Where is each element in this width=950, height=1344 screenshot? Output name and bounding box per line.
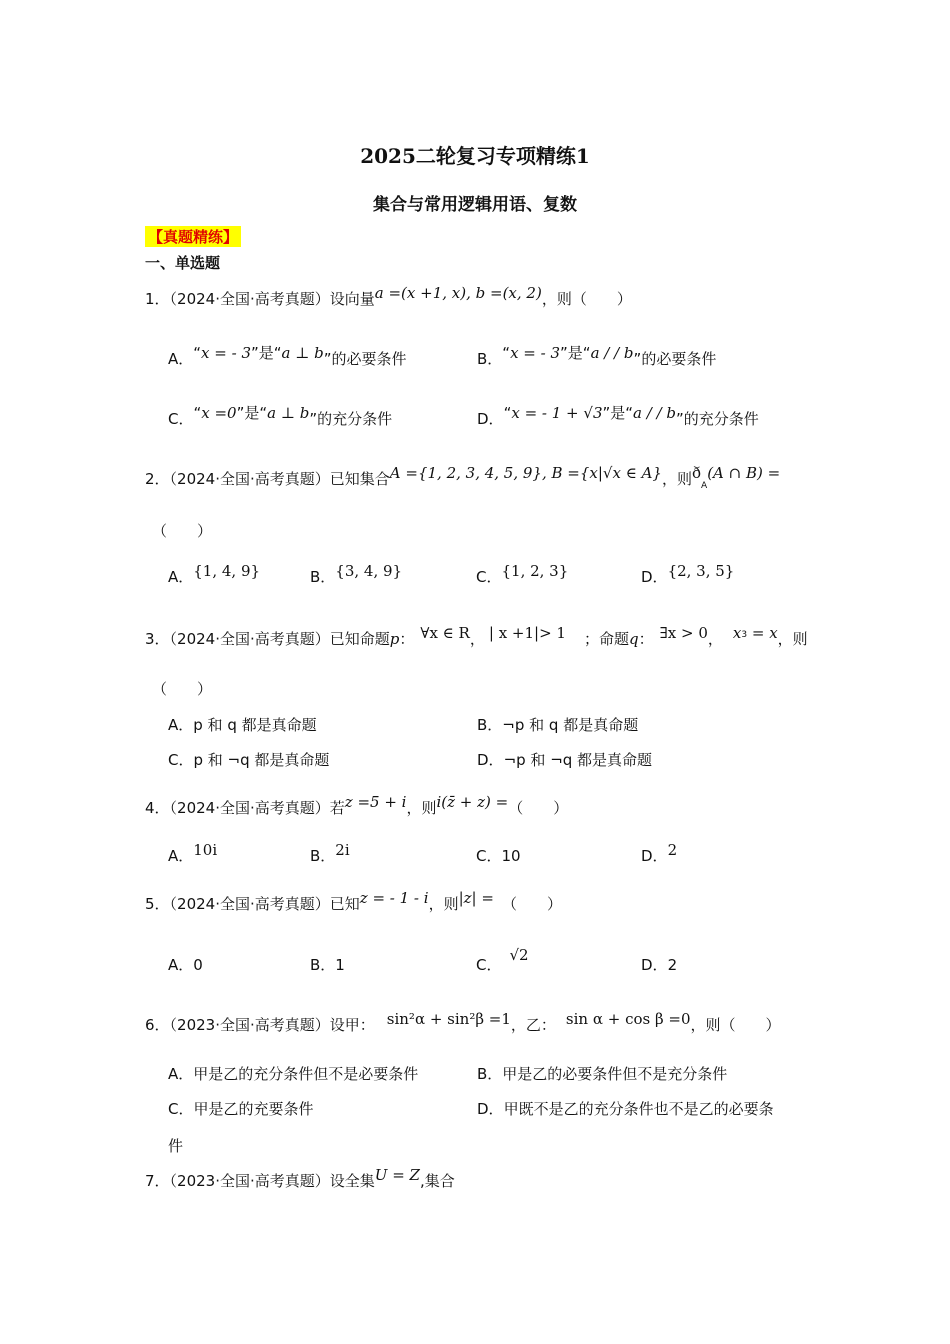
question-4-option-a (168, 841, 218, 866)
question-2-option-d (641, 562, 735, 587)
question-source: （2023·全国·高考真题） (169, 1172, 330, 1190)
stem-text: ： (638, 630, 654, 648)
option-text: p 和 ¬q 都是真命题 (193, 751, 330, 769)
option-math: 2 (667, 841, 678, 859)
question-5-option-d (641, 954, 677, 975)
question-number: 4． (145, 799, 170, 817)
question-4-option-c (476, 845, 521, 866)
option-text: ”是“ (236, 404, 268, 422)
stem-text: 设全集 (329, 1172, 375, 1190)
option-label: A． (168, 1065, 194, 1083)
stem-math: (A ∩ B) = (707, 464, 781, 482)
option-math: 10i (193, 841, 218, 859)
stem-text: 设甲： (329, 1016, 375, 1034)
quote: “ (503, 404, 512, 422)
question-4-option-d (641, 841, 678, 866)
stem-text: 已知命题 (329, 630, 390, 648)
option-math: a ⊥ b (281, 344, 324, 362)
question-number: 2． (145, 470, 170, 488)
option-math: 1 (335, 956, 345, 974)
stem-math: | x +1|> 1 (488, 624, 566, 642)
question-1-option-a (168, 344, 407, 369)
option-math: √2 (509, 946, 529, 964)
stem-math-subscript: A (701, 481, 708, 491)
question-6-option-d (477, 1098, 774, 1119)
option-math: {2, 3, 5} (667, 562, 735, 580)
quote: “ (502, 344, 511, 362)
option-math: {1, 2, 3} (501, 562, 569, 580)
question-number: 5． (145, 895, 170, 913)
option-text: 甲既不是乙的充分条件也不是乙的必要条 (503, 1100, 774, 1118)
question-source: （2024·全国·高考真题） (169, 630, 330, 648)
stem-text: ，则 (406, 799, 437, 817)
option-math: {3, 4, 9} (335, 562, 403, 580)
option-label: B． (477, 1065, 503, 1083)
stem-text: ，乙： (510, 1016, 556, 1034)
quote: “ (193, 404, 202, 422)
option-text: ¬p 和 q 都是真命题 (502, 716, 639, 734)
stem-math: z = - 1 - i (359, 889, 429, 907)
question-4-option-b (310, 841, 350, 866)
question-3-paren: （ ） (152, 680, 213, 698)
option-label: D． (477, 751, 504, 769)
option-math: x = - 1 + √3 (511, 404, 603, 422)
stem-text: 已知集合 (329, 470, 390, 488)
stem-text: ，则 (777, 630, 808, 648)
question-source: （2024·全国·高考真题） (169, 895, 330, 913)
stem-math: a =(x +1, x), b =(x, 2) (374, 284, 542, 302)
option-text: ”的充分条件 (676, 410, 759, 428)
option-math: x = - 3 (201, 344, 251, 362)
question-1-option-b (477, 344, 717, 369)
option-math: 0 (193, 956, 203, 974)
question-source: （2024·全国·高考真题） (169, 290, 330, 308)
option-text: ”是“ (602, 404, 634, 422)
option-label: B． (477, 716, 503, 734)
stem-text: ： (399, 630, 415, 648)
question-number: 7． (145, 1172, 170, 1190)
stem-math: ∀x ∈ R (420, 624, 470, 642)
stem-math: sin α + cos β =0 (565, 1010, 691, 1028)
stem-math: p (389, 630, 400, 648)
question-source: （2024·全国·高考真题） (169, 799, 330, 817)
option-label: D． (477, 1100, 504, 1118)
question-3-option-a (168, 714, 317, 735)
option-label: D． (641, 956, 668, 974)
option-label: A． (168, 716, 194, 734)
option-label: A． (168, 847, 194, 865)
option-text: ”的必要条件 (323, 350, 407, 368)
question-6-option-d-wrap: 件 (168, 1137, 184, 1155)
option-label: C． (476, 847, 502, 865)
option-math: 2i (335, 841, 350, 859)
question-5-option-a (168, 954, 203, 975)
stem-text: ， (469, 630, 485, 648)
option-label: C． (476, 568, 502, 586)
stem-text: 若 (329, 799, 345, 817)
stem-math: A ={1, 2, 3, 4, 5, 9}, B ={x|√x ∈ A} (389, 464, 662, 482)
question-6-stem (145, 1010, 781, 1035)
question-2-option-c (476, 562, 569, 587)
question-3-option-c (168, 749, 329, 770)
option-label: D． (477, 410, 504, 428)
stem-text: ，则 (428, 895, 459, 913)
option-text: ”的必要条件 (633, 350, 717, 368)
question-6-option-a (168, 1063, 418, 1084)
option-label: B． (310, 956, 336, 974)
option-math: x = - 3 (510, 344, 561, 362)
stem-math: ð (691, 464, 702, 482)
stem-text: ，则 (661, 470, 692, 488)
section-tag: 【真题精练】 (145, 226, 241, 247)
question-1-stem (145, 284, 632, 309)
question-2-paren: （ ） (152, 522, 213, 540)
question-5-option-c (476, 946, 529, 975)
option-label: C． (168, 751, 194, 769)
option-text: p 和 q 都是真命题 (193, 716, 317, 734)
stem-math: q (629, 630, 639, 648)
stem-text: ， (707, 630, 723, 648)
question-2-option-b (310, 562, 403, 587)
stem-text: ，则（ ） (541, 290, 632, 308)
option-label: C． (168, 1100, 194, 1118)
option-label: B． (310, 568, 336, 586)
option-label: D． (641, 847, 668, 865)
page-subtitle: 集合与常用逻辑用语、复数 (373, 195, 577, 215)
stem-text: ，则（ ） (690, 1016, 781, 1034)
stem-math: = x (747, 624, 778, 642)
stem-text: 已知 (329, 895, 360, 913)
question-7-stem (145, 1166, 455, 1191)
page-title: 2025二轮复习专项精练1 (360, 144, 590, 168)
option-label: C． (476, 956, 502, 974)
option-label: B． (310, 847, 336, 865)
question-1-option-d (477, 404, 759, 429)
option-math: a / / b (590, 344, 634, 362)
question-2-stem (145, 464, 781, 491)
option-label: A． (168, 956, 194, 974)
stem-math-superscript: 3 (741, 630, 748, 640)
option-math: 10 (501, 847, 521, 865)
option-text: 甲是乙的必要条件但不是充分条件 (502, 1065, 728, 1083)
option-label: C． (168, 410, 194, 428)
question-number: 3． (145, 630, 170, 648)
question-4-stem (145, 793, 569, 818)
stem-math: x (732, 624, 742, 642)
option-label: D． (641, 568, 668, 586)
stem-math: |z| = (458, 889, 494, 907)
question-5-stem (145, 889, 562, 914)
question-number: 6． (145, 1016, 170, 1034)
section-heading: 一、单选题 (145, 254, 221, 272)
stem-math: i(z̄ + z) = (436, 793, 509, 811)
question-1-option-c (168, 404, 393, 429)
stem-math: sin²α + sin²β =1 (386, 1010, 511, 1028)
stem-math: ∃x > 0 (659, 624, 708, 642)
question-6-option-b (477, 1063, 727, 1084)
question-2-option-a (168, 562, 261, 587)
stem-text: 设向量 (329, 290, 375, 308)
question-source: （2024·全国·高考真题） (169, 470, 330, 488)
question-source: （2023·全国·高考真题） (169, 1016, 330, 1034)
option-math: a / / b (633, 404, 677, 422)
stem-math: U = Z (374, 1166, 420, 1184)
question-3-option-b (477, 714, 638, 735)
quote: “ (193, 344, 202, 362)
option-math: x =0 (201, 404, 237, 422)
stem-math: z =5 + i (344, 793, 407, 811)
option-math: a ⊥ b (267, 404, 310, 422)
question-number: 1． (145, 290, 170, 308)
option-text: ”是“ (251, 344, 282, 362)
question-3-option-d (477, 749, 652, 770)
option-label: A． (168, 350, 194, 368)
question-6-option-c (168, 1098, 314, 1119)
stem-text: ；命题 (583, 630, 629, 648)
option-text: 甲是乙的充分条件但不是必要条件 (193, 1065, 419, 1083)
option-text: ¬p 和 ¬q 都是真命题 (503, 751, 653, 769)
stem-text: （ ） (501, 895, 562, 913)
option-text: ”的充分条件 (309, 410, 393, 428)
option-label: A． (168, 568, 194, 586)
option-math: 2 (667, 956, 678, 974)
option-math: {1, 4, 9} (193, 562, 261, 580)
option-text: 甲是乙的充要条件 (193, 1100, 314, 1118)
question-5-option-b (310, 954, 345, 975)
option-label: B． (477, 350, 503, 368)
option-text: ”是“ (560, 344, 591, 362)
stem-text: （ ） (508, 799, 569, 817)
question-3-stem (145, 624, 808, 649)
stem-text: ,集合 (419, 1172, 455, 1190)
